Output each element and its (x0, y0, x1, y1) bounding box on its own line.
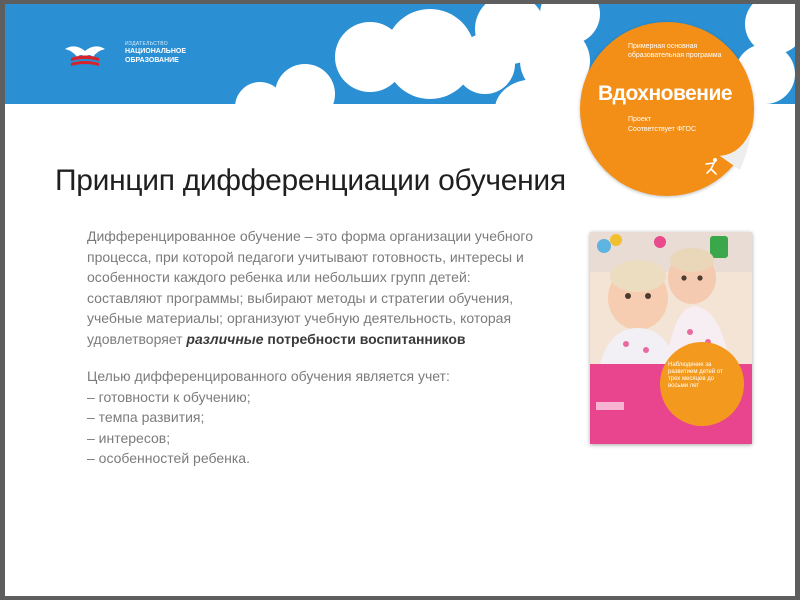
publisher-name-line2: ОБРАЗОВАНИЕ (125, 57, 179, 64)
definition-main: Дифференцированное обучение – это форма организации учебного процесса, при которой педагоги учитывают готовность, интересы и особенности каждого ребенка или небольших групп детей: составляют программы; выбирают методы и стратегии обучения, учебные материалы; организуют учебную деятельность, которая удовлетворяет (87, 228, 533, 347)
cloud (275, 64, 335, 104)
goal-list (87, 387, 547, 469)
page-curl-icon (718, 126, 764, 172)
body-text (87, 226, 547, 469)
publisher-name-line1: НАЦИОНАЛЬНОЕ (125, 48, 187, 55)
badge-small-text: Примерная основная образовательная программа (628, 43, 722, 59)
page-title: Принцип дифференциации обучения (55, 164, 566, 197)
figure-logo-icon (702, 156, 722, 176)
book-publisher-strip (596, 402, 624, 410)
list-item: – готовности к обучению; (87, 388, 251, 405)
list-item: – темпа развития; (87, 409, 205, 425)
badge-fgos-label: Соответствует ФГОС (628, 126, 697, 133)
list-item: – интересов; (87, 429, 171, 446)
goal-intro: Целью дифференцированного обучения является учет: (87, 368, 450, 384)
book-cover-text: Наблюдение за развитием детей от трех месяцев до восьми лет (668, 362, 723, 389)
publisher-logo (63, 41, 193, 71)
program-badge (580, 22, 776, 196)
list-item: – особенностей ребенка. (87, 450, 250, 466)
definition-end: потребности воспитанников (267, 330, 466, 347)
publisher-small-label: ИЗДАТЕЛЬСТВО (125, 41, 168, 47)
definition-paragraph (87, 226, 547, 349)
babies-photo (590, 232, 752, 364)
badge-title: Вдохновение (598, 82, 733, 105)
slide (5, 4, 795, 596)
definition-emphasis: различные (186, 330, 264, 347)
bird-logo-icon (63, 41, 107, 71)
book-cover (590, 232, 752, 444)
badge-project-label: Проект (628, 116, 652, 123)
